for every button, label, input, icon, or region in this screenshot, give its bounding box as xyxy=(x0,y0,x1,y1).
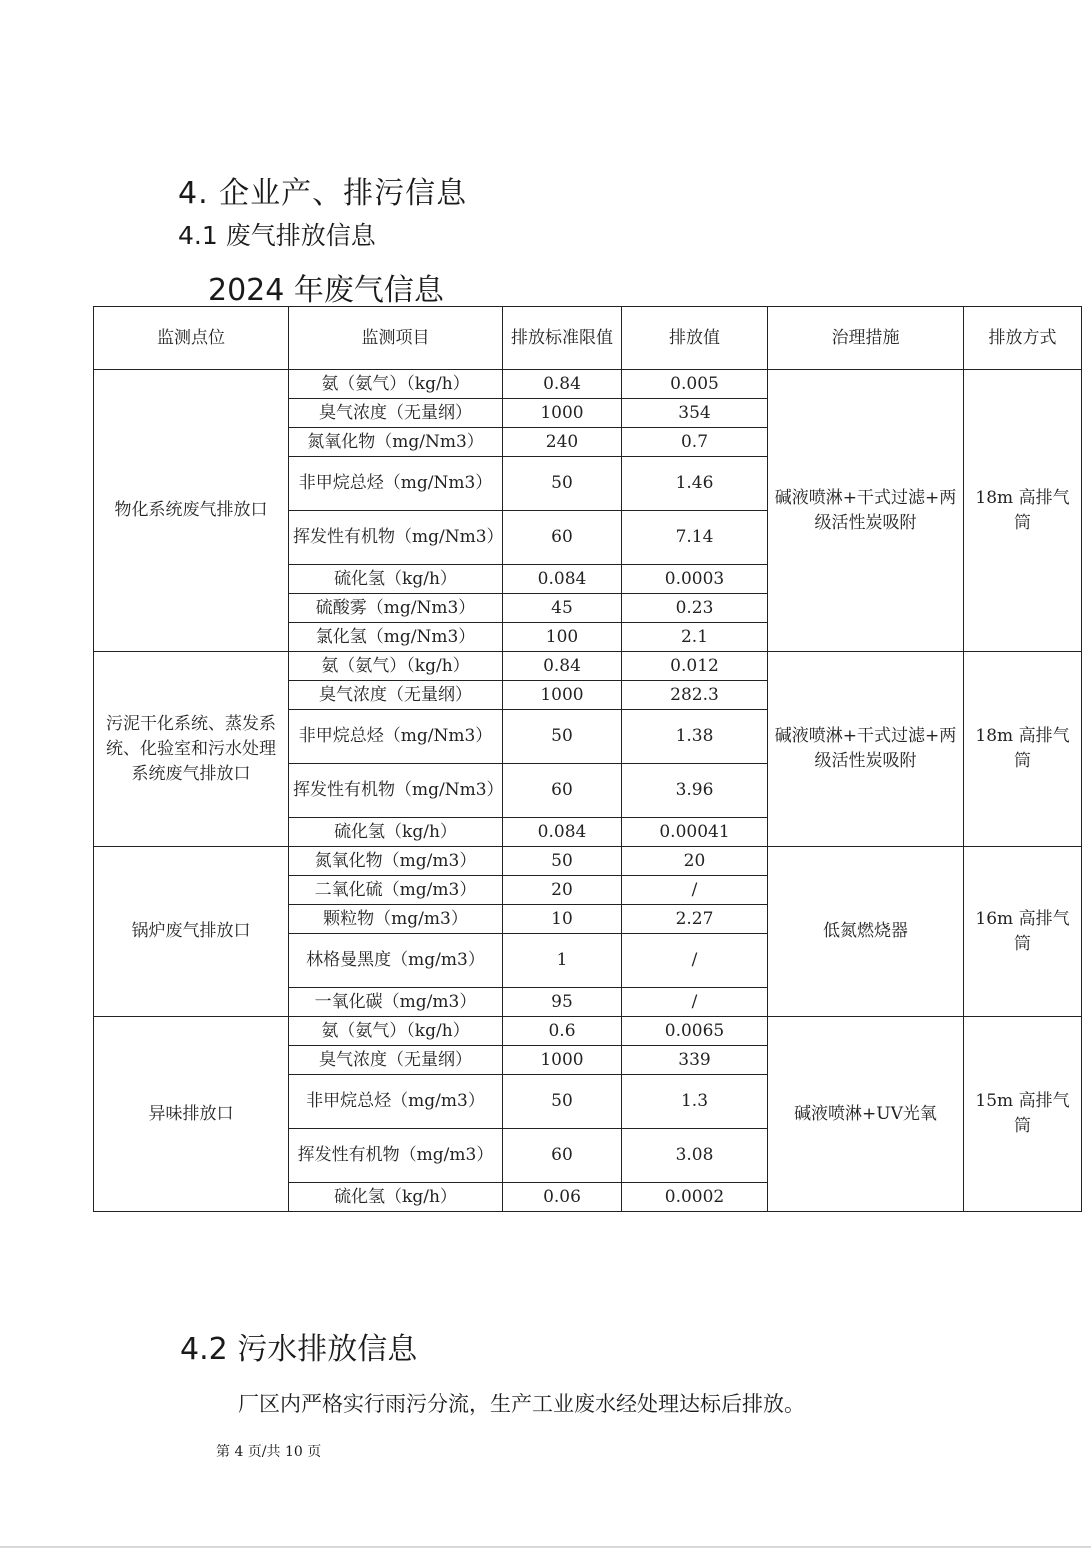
column-header: 监测点位 xyxy=(94,307,289,370)
item-cell: 氮氧化物（mg/m3） xyxy=(289,847,503,876)
item-cell: 臭气浓度（无量纲） xyxy=(289,399,503,428)
discharge-method-cell: 15m 高排气筒 xyxy=(964,1017,1082,1212)
table-row xyxy=(94,1017,1082,1046)
table-header-row xyxy=(94,307,1082,370)
limit-cell: 50 xyxy=(503,847,622,876)
item-cell: 硫化氢（kg/h） xyxy=(289,818,503,847)
limit-cell: 0.84 xyxy=(503,652,622,681)
limit-cell: 0.084 xyxy=(503,818,622,847)
limit-cell: 0.06 xyxy=(503,1183,622,1212)
item-cell: 挥发性有机物（mg/Nm3） xyxy=(289,764,503,818)
subsection-heading-4-1: 4.1 废气排放信息 xyxy=(178,221,376,250)
value-cell: 20 xyxy=(622,847,768,876)
treatment-measure-cell: 碱液喷淋+UV光氧 xyxy=(768,1017,964,1212)
item-cell: 非甲烷总烃（mg/Nm3） xyxy=(289,457,503,511)
item-cell: 颗粒物（mg/m3） xyxy=(289,905,503,934)
limit-cell: 0.084 xyxy=(503,565,622,594)
item-cell: 氨（氨气）（kg/h） xyxy=(289,1017,503,1046)
value-cell: / xyxy=(622,934,768,988)
value-cell: 0.23 xyxy=(622,594,768,623)
limit-cell: 20 xyxy=(503,876,622,905)
item-cell: 非甲烷总烃（mg/Nm3） xyxy=(289,710,503,764)
page-footer: 第 4 页/共 10 页 xyxy=(216,1444,322,1460)
limit-cell: 1000 xyxy=(503,681,622,710)
limit-cell: 1000 xyxy=(503,399,622,428)
item-cell: 二氧化硫（mg/m3） xyxy=(289,876,503,905)
value-cell: 0.00041 xyxy=(622,818,768,847)
value-cell: / xyxy=(622,988,768,1017)
value-cell: 0.0003 xyxy=(622,565,768,594)
limit-cell: 60 xyxy=(503,1129,622,1183)
discharge-method-cell: 16m 高排气筒 xyxy=(964,847,1082,1017)
value-cell: 0.0065 xyxy=(622,1017,768,1046)
table-caption: 2024 年废气信息 xyxy=(208,273,444,308)
value-cell: 7.14 xyxy=(622,511,768,565)
item-cell: 硫酸雾（mg/Nm3） xyxy=(289,594,503,623)
item-cell: 氨（氨气）（kg/h） xyxy=(289,370,503,399)
value-cell: 1.3 xyxy=(622,1075,768,1129)
table-row xyxy=(94,370,1082,399)
limit-cell: 50 xyxy=(503,710,622,764)
item-cell: 臭气浓度（无量纲） xyxy=(289,681,503,710)
limit-cell: 50 xyxy=(503,1075,622,1129)
column-header: 监测项目 xyxy=(289,307,503,370)
value-cell: 354 xyxy=(622,399,768,428)
column-header: 排放标准限值 xyxy=(503,307,622,370)
monitoring-location-cell: 异味排放口 xyxy=(94,1017,289,1212)
treatment-measure-cell: 碱液喷淋+干式过滤+两级活性炭吸附 xyxy=(768,370,964,652)
limit-cell: 1000 xyxy=(503,1046,622,1075)
value-cell: 2.1 xyxy=(622,623,768,652)
limit-cell: 60 xyxy=(503,764,622,818)
limit-cell: 240 xyxy=(503,428,622,457)
limit-cell: 60 xyxy=(503,511,622,565)
value-cell: 0.0002 xyxy=(622,1183,768,1212)
item-cell: 林格曼黑度（mg/m3） xyxy=(289,934,503,988)
value-cell: 0.012 xyxy=(622,652,768,681)
discharge-method-cell: 18m 高排气筒 xyxy=(964,370,1082,652)
section-heading: 4. 企业产、排污信息 xyxy=(178,176,468,211)
emission-table xyxy=(93,306,1082,1212)
limit-cell: 95 xyxy=(503,988,622,1017)
value-cell: 282.3 xyxy=(622,681,768,710)
value-cell: 339 xyxy=(622,1046,768,1075)
monitoring-location-cell: 污泥干化系统、蒸发系统、化验室和污水处理系统废气排放口 xyxy=(94,652,289,847)
value-cell: 1.38 xyxy=(622,710,768,764)
item-cell: 氨（氨气）（kg/h） xyxy=(289,652,503,681)
monitoring-location-cell: 物化系统废气排放口 xyxy=(94,370,289,652)
treatment-measure-cell: 低氮燃烧器 xyxy=(768,847,964,1017)
item-cell: 一氧化碳（mg/m3） xyxy=(289,988,503,1017)
limit-cell: 1 xyxy=(503,934,622,988)
monitoring-location-cell: 锅炉废气排放口 xyxy=(94,847,289,1017)
limit-cell: 0.84 xyxy=(503,370,622,399)
item-cell: 硫化氢（kg/h） xyxy=(289,1183,503,1212)
item-cell: 臭气浓度（无量纲） xyxy=(289,1046,503,1075)
value-cell: 0.7 xyxy=(622,428,768,457)
subsection-heading-4-2: 4.2 污水排放信息 xyxy=(180,1332,418,1367)
discharge-method-cell: 18m 高排气筒 xyxy=(964,652,1082,847)
item-cell: 挥发性有机物（mg/Nm3） xyxy=(289,511,503,565)
value-cell: 0.005 xyxy=(622,370,768,399)
limit-cell: 45 xyxy=(503,594,622,623)
limit-cell: 10 xyxy=(503,905,622,934)
item-cell: 非甲烷总烃（mg/m3） xyxy=(289,1075,503,1129)
value-cell: 1.46 xyxy=(622,457,768,511)
column-header: 治理措施 xyxy=(768,307,964,370)
table-row xyxy=(94,652,1082,681)
wastewater-paragraph: 厂区内严格实行雨污分流，生产工业废水经处理达标后排放。 xyxy=(238,1392,805,1416)
limit-cell: 100 xyxy=(503,623,622,652)
item-cell: 氯化氢（mg/Nm3） xyxy=(289,623,503,652)
limit-cell: 0.6 xyxy=(503,1017,622,1046)
limit-cell: 50 xyxy=(503,457,622,511)
item-cell: 硫化氢（kg/h） xyxy=(289,565,503,594)
value-cell: 3.08 xyxy=(622,1129,768,1183)
table-row xyxy=(94,847,1082,876)
value-cell: / xyxy=(622,876,768,905)
column-header: 排放方式 xyxy=(964,307,1082,370)
treatment-measure-cell: 碱液喷淋+干式过滤+两级活性炭吸附 xyxy=(768,652,964,847)
column-header: 排放值 xyxy=(622,307,768,370)
value-cell: 2.27 xyxy=(622,905,768,934)
value-cell: 3.96 xyxy=(622,764,768,818)
item-cell: 氮氧化物（mg/Nm3） xyxy=(289,428,503,457)
item-cell: 挥发性有机物（mg/m3） xyxy=(289,1129,503,1183)
